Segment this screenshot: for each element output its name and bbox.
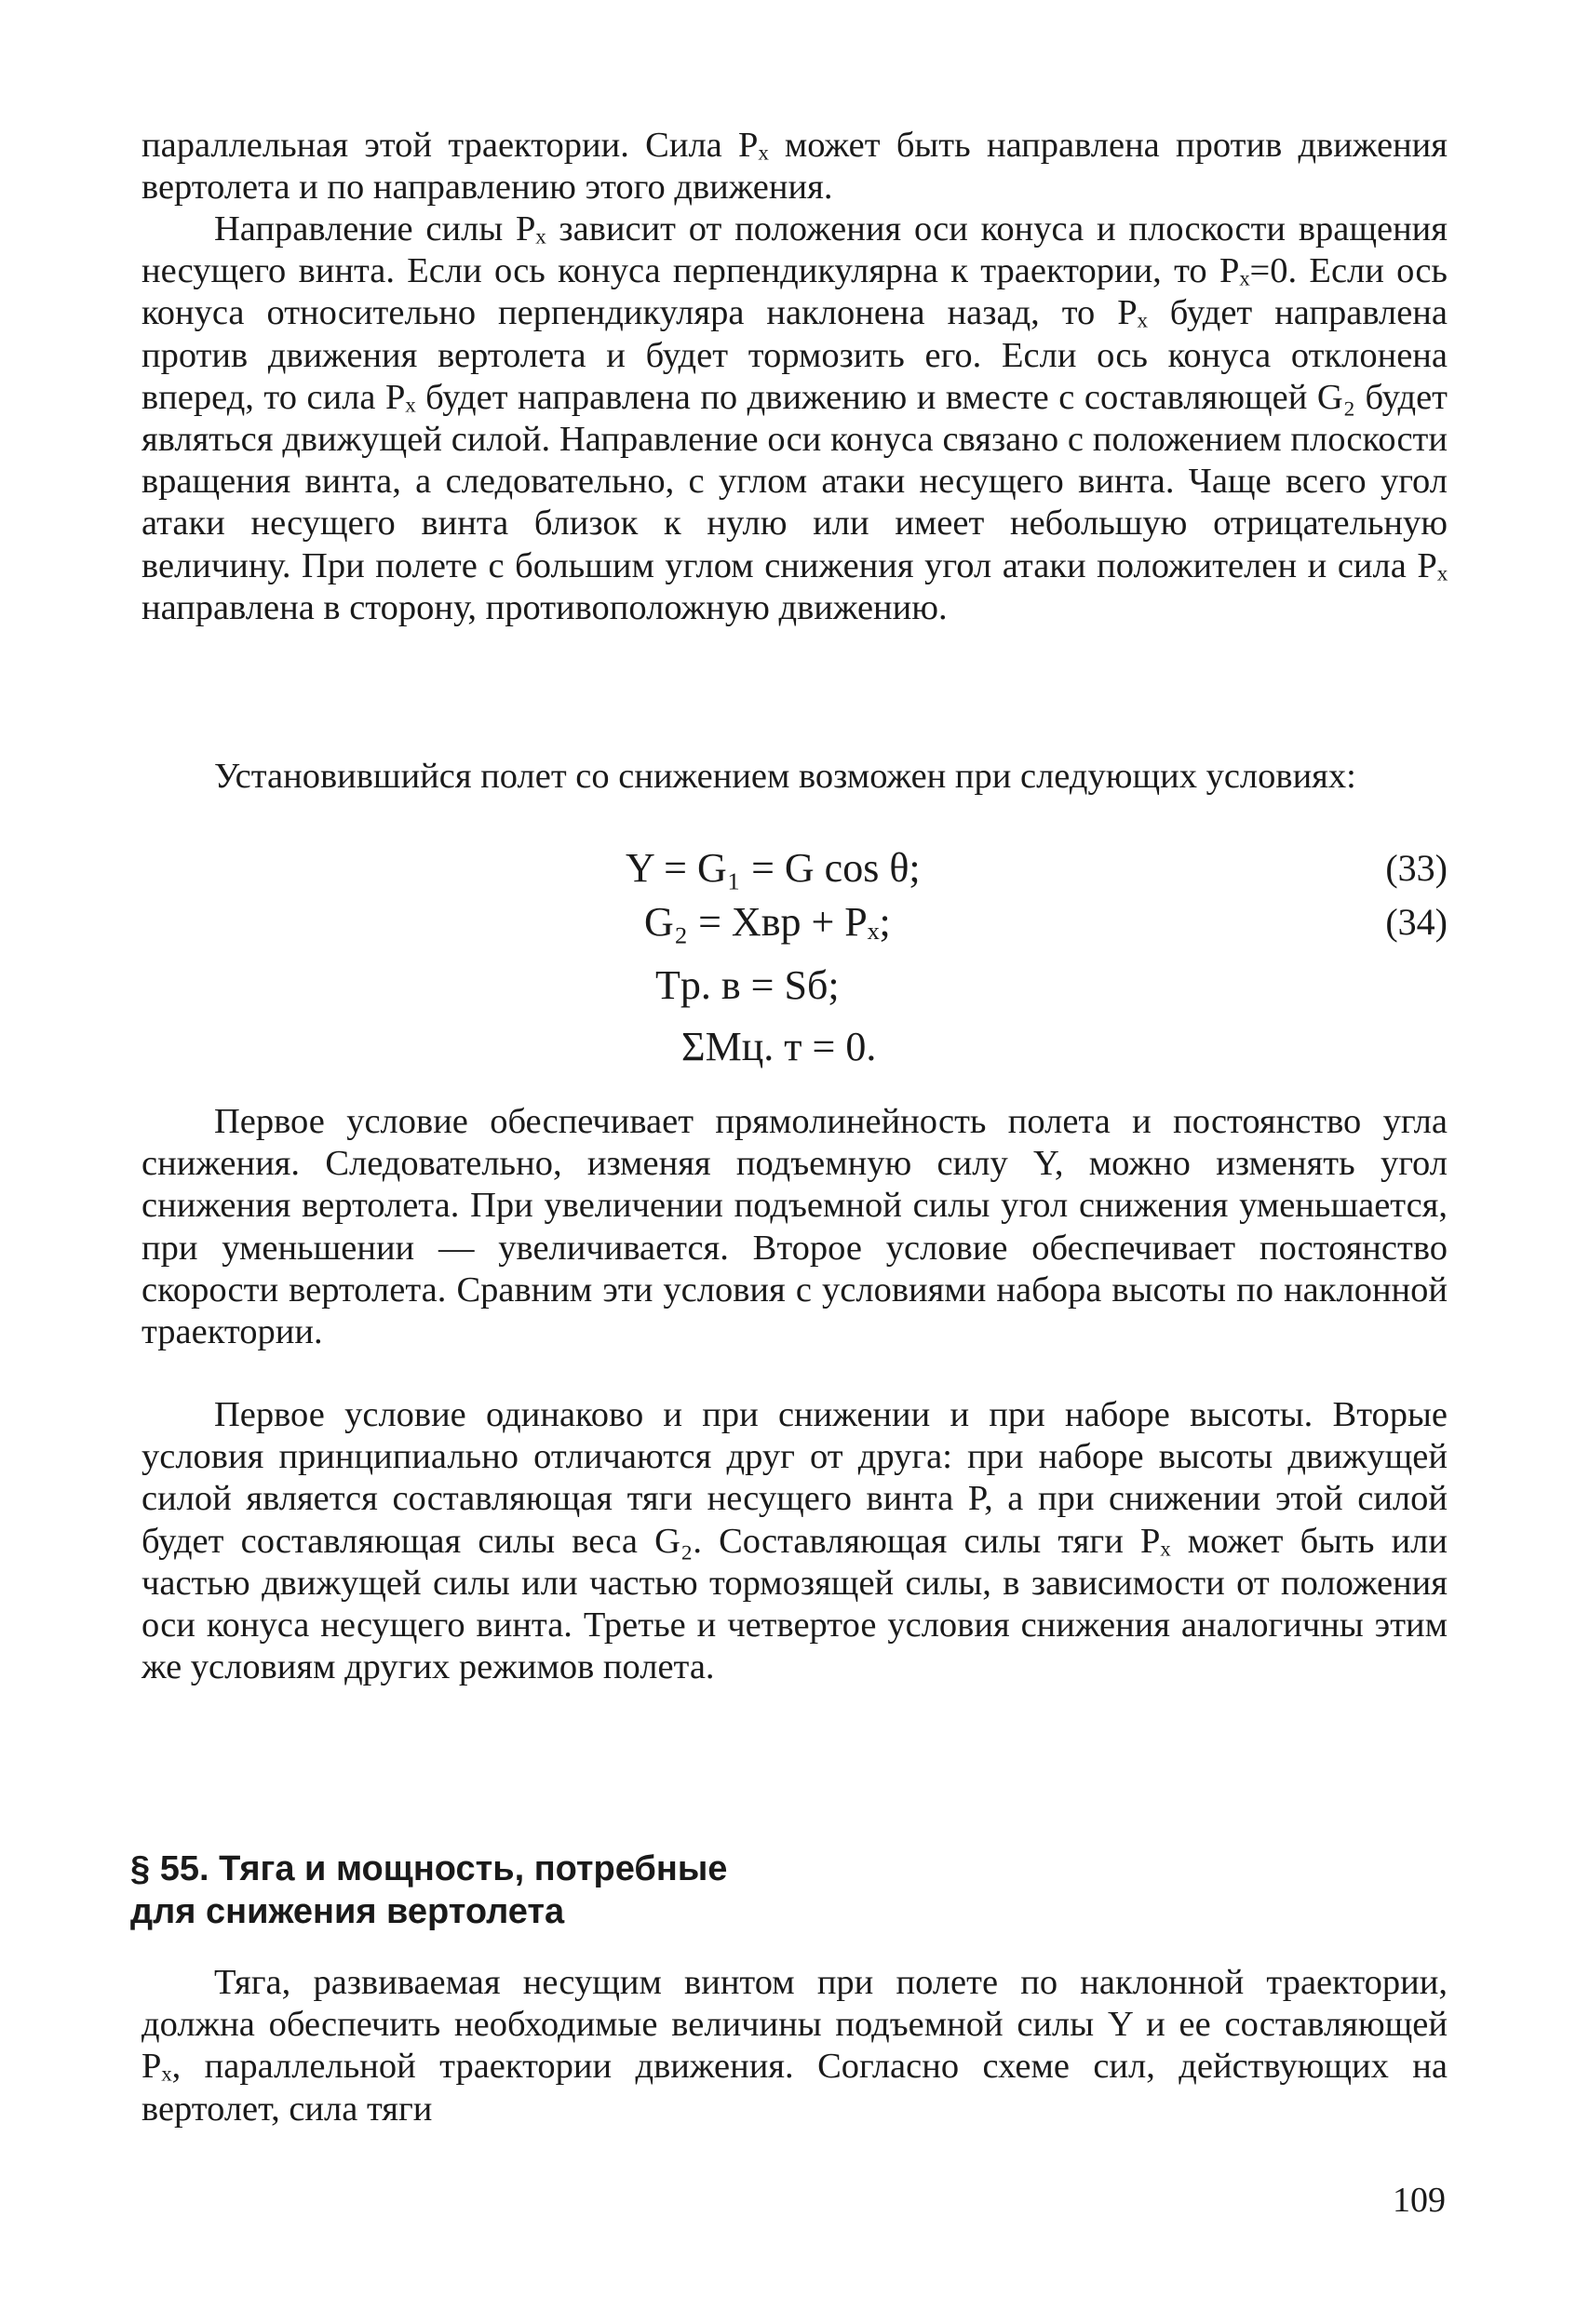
section-heading-line2: для снижения вертолета bbox=[130, 1892, 565, 1931]
formula-number: (33) bbox=[1385, 847, 1448, 889]
paragraph-thrust: Тяга, развиваемая несущим винтом при полете по наклонной траектории, должна обеспечить необходимые величины подъемной силы Y и ее составляющей Pₓ, параллельной траектории движения. Согласно схеме сил, действующих на вертолет, сила тяги bbox=[141, 1963, 1448, 2129]
paragraph-first-condition: Первое условие обеспечивает прямолинейность полета и постоянство угла снижения. Следовательно, изменяя подъемную силу Y, можно изменять угол снижения вертолета. При увеличении подъемной силы угол снижения уменьшается, при уменьшении — увеличивается. Второе условие обеспечивает постоянство скорости вертолета. Сравним эти условия с условиями набора высоты по наклонной траектории. bbox=[141, 1102, 1448, 1352]
paragraph-force-direction: Направление силы Pₓ зависит от положения оси конуса и плоскости вращения несущего винта. Если ось конуса перпендикулярна к траектории, то Pₓ=0. Если ось конуса относительно перпендикуляра наклонена назад, то Pₓ будет направлена против движения вертолета и будет тормозить его. Если ось конуса отклонена вперед, то сила Pₓ будет направлена по движению и вместе с составляющей G₂ будет являться движущей силой. Направление оси конуса связано с положением плоскости вращения винта, а следовательно, с углом атаки несущего винта. Чаще всего угол атаки несущего винта близок к нулю или имеет небольшую отрицательную величину. При полете с большим углом снижения угол атаки положителен и сила Pₓ направлена в сторону, противоположную движению. bbox=[141, 209, 1448, 627]
section-heading-line1: § 55. Тяга и мощность, потребные bbox=[130, 1849, 728, 1888]
formula-expression: Y = G₁ = G cos θ; bbox=[626, 845, 921, 891]
formula-expression: Tр. в = Sб; bbox=[655, 962, 840, 1008]
paragraph-conditions-intro: Установившийся полет со снижением возможен при следующих условиях: bbox=[214, 757, 1356, 796]
formula-number: (34) bbox=[1385, 901, 1448, 943]
formula-expression: ΣMц. т = 0. bbox=[681, 1024, 877, 1069]
paragraph-comparison: Первое условие одинаково и при снижении и при наборе высоты. Вторые условия принципиально отличаются друг от друга: при наборе высоты движущей силой является составляющая тяги несущего винта P, а при снижении этой силой будет составляющая силы веса G₂. Составляющая силы тяги Pₓ может быть или частью движущей силы или частью тормозящей силы, в зависимости от положения оси конуса несущего винта. Третье и четвертое условия снижения аналогичны этим же условиям других режимов полета. bbox=[141, 1395, 1448, 1687]
page-number: 109 bbox=[1393, 2181, 1446, 2220]
paragraph-continuation: параллельная этой траектории. Сила Pₓ может быть направлена против движения вертолета и по направлению этого движения. bbox=[141, 126, 1448, 208]
formula-expression: G₂ = Xвр + Pₓ; bbox=[644, 899, 891, 945]
section-heading bbox=[130, 1847, 727, 1933]
